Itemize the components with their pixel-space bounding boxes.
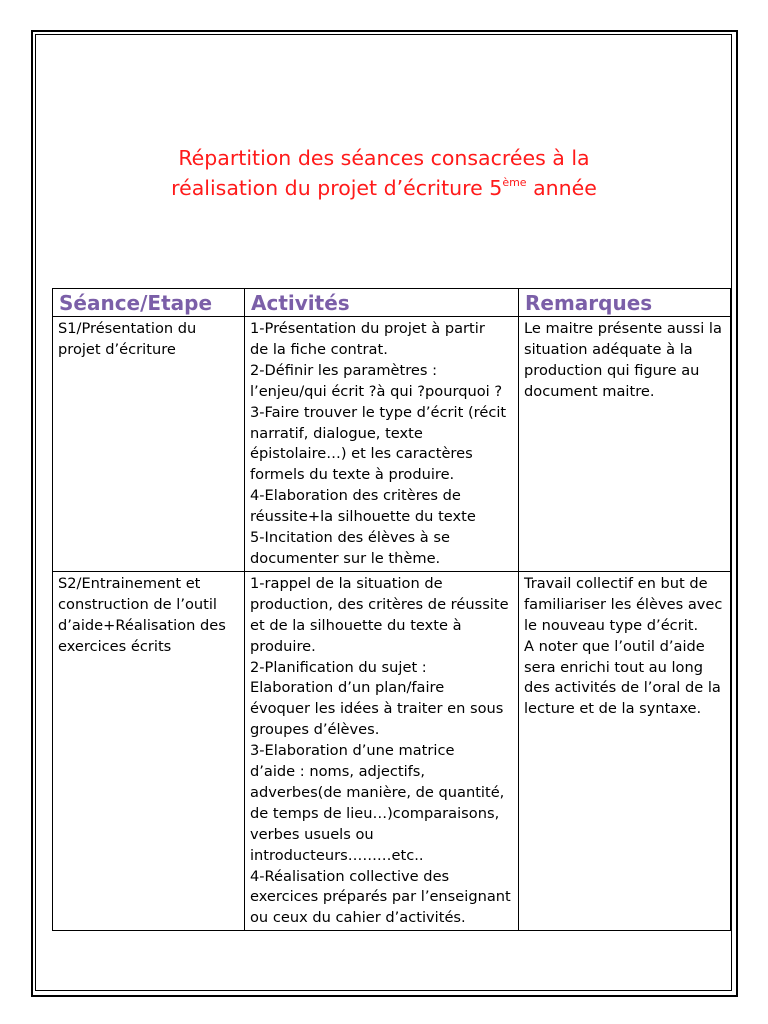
title-line-2-end: année [526, 176, 597, 200]
cell-line: 4-Réalisation collective des [250, 867, 450, 885]
cell-activites [245, 571, 519, 930]
cell-line: introducteurs………etc.. [250, 846, 424, 864]
cell-line: réussite+la silhouette du texte [250, 508, 476, 526]
cell-line: exercices écrits [58, 637, 172, 655]
cell-line: exercices préparés par l’enseignant [250, 888, 511, 906]
cell-line: Elaboration d’un plan/faire [250, 679, 445, 697]
cell-line: 4-Elaboration des critères de [250, 487, 461, 505]
cell-line: verbes usuels ou [250, 825, 374, 843]
cell-line: production qui figure au [524, 361, 700, 379]
cell-line: production, des critères de réussite [250, 595, 509, 613]
cell-seance [53, 571, 245, 930]
cell-line: groupes d’élèves. [250, 721, 380, 739]
sessions-table [52, 288, 731, 931]
cell-line: formels du texte à produire. [250, 466, 455, 484]
title-line-1: Répartition des séances consacrées à la [178, 146, 590, 170]
cell-line: produire. [250, 637, 316, 655]
table-header-row [53, 289, 731, 317]
cell-line: construction de l’outil [58, 595, 217, 613]
cell-line: de temps de lieu…)comparaisons, [250, 804, 500, 822]
cell-line: S2/Entrainement et [58, 574, 201, 592]
cell-line: des activités de l’oral de la [524, 679, 721, 697]
cell-line: S1/Présentation du [58, 320, 197, 337]
cell-line: document maitre. [524, 382, 655, 400]
table-row [53, 317, 731, 572]
title-line-2 [60, 173, 708, 203]
cell-line: familiariser les élèves avec [524, 595, 723, 613]
cell-line: narratif, dialogue, texte [250, 424, 423, 442]
cell-remarques [519, 571, 731, 930]
cell-line: lecture et de la syntaxe. [524, 700, 702, 718]
cell-line: d’aide : noms, adjectifs, [250, 763, 426, 781]
header-seance: Séance/Etape [53, 289, 245, 317]
cell-line: 5-Incitation des élèves à se [250, 529, 450, 547]
header-activites: Activités [245, 289, 519, 317]
cell-line: adverbes(de manière, de quantité, [250, 783, 505, 801]
title-line-2-start: réalisation du projet d’écriture 5 [171, 176, 503, 200]
cell-line: et de la silhouette du texte à [250, 616, 462, 634]
cell-line: projet d’écriture [58, 340, 176, 358]
table-row [53, 571, 731, 930]
cell-line: 3-Elaboration d’une matrice [250, 742, 455, 760]
cell-line: 2-Planification du sujet : [250, 658, 427, 676]
cell-line: situation adéquate à la [524, 340, 693, 358]
cell-line: Travail collectif en but de [524, 574, 708, 592]
cell-activites [245, 317, 519, 572]
cell-line: 2-Définir les paramètres : [250, 361, 438, 379]
title-superscript: ème [502, 176, 527, 189]
cell-line: sera enrichi tout au long [524, 658, 704, 676]
cell-line: l’enjeu/qui écrit ?à qui ?pourquoi ? [250, 382, 503, 400]
document-title [60, 143, 708, 203]
cell-line: 1-Présentation du projet à partir [250, 320, 485, 337]
cell-seance [53, 317, 245, 572]
cell-line: Le maitre présente aussi la [524, 320, 722, 337]
cell-line: 3-Faire trouver le type d’écrit (récit [250, 403, 507, 421]
cell-line: le nouveau type d’écrit. [524, 616, 699, 634]
cell-line: A noter que l’outil d’aide [524, 637, 705, 655]
cell-line: épistolaire…) et les caractères [250, 445, 473, 463]
cell-line: de la fiche contrat. [250, 340, 388, 358]
header-remarques: Remarques [519, 289, 731, 317]
cell-remarques [519, 317, 731, 572]
cell-line: d’aide+Réalisation des [58, 616, 226, 634]
cell-line: évoquer les idées à traiter en sous [250, 700, 504, 718]
cell-line: documenter sur le thème. [250, 549, 441, 567]
cell-line: 1-rappel de la situation de [250, 574, 443, 592]
cell-line: ou ceux du cahier d’activités. [250, 909, 466, 927]
